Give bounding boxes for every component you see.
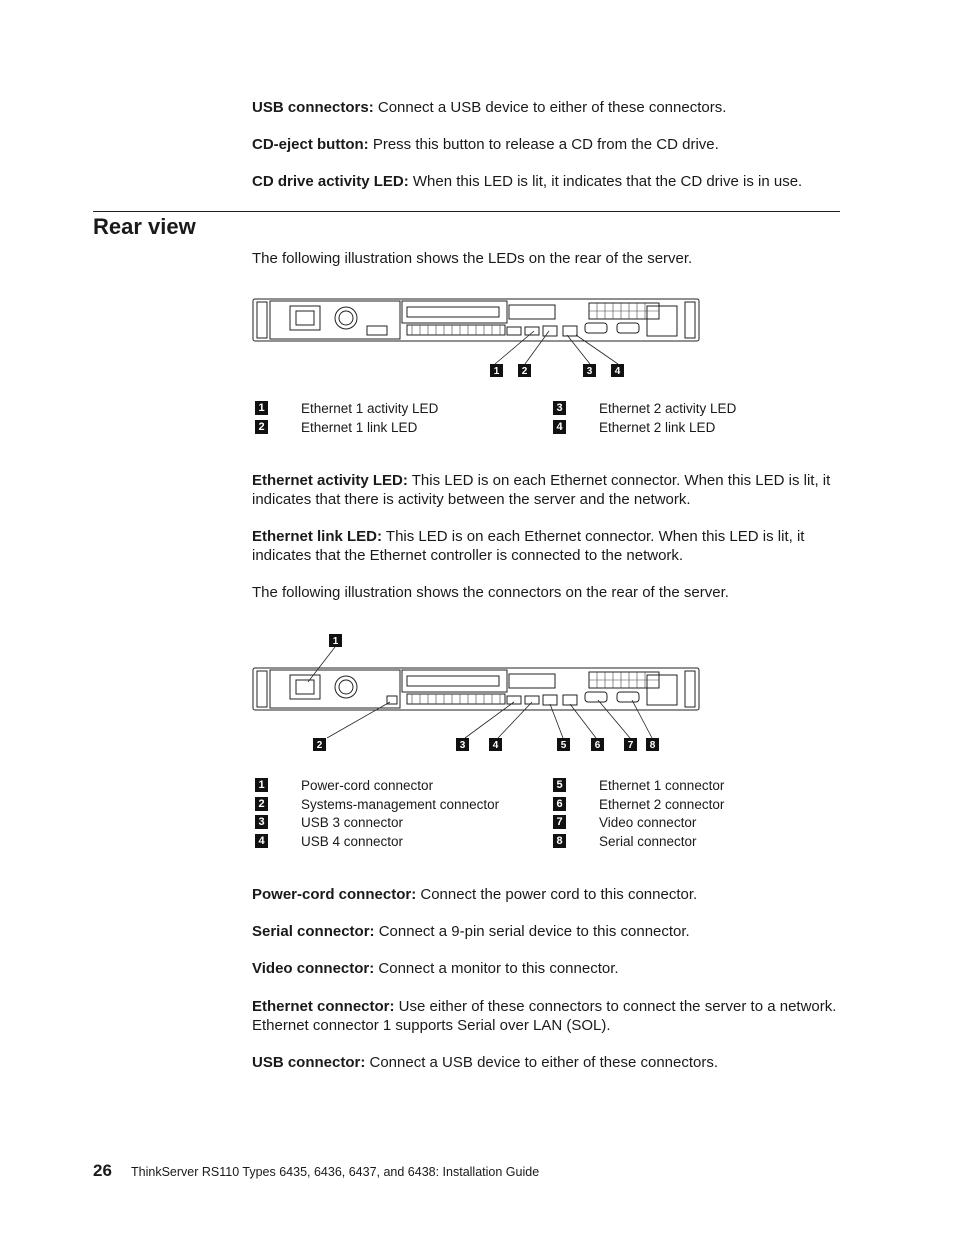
usb-connectors-paragraph bbox=[252, 98, 842, 117]
term: CD-eject button: bbox=[252, 136, 369, 153]
vent-grid-right bbox=[647, 675, 677, 705]
description: This LED is on each Ethernet connector. When this LED is lit, it indicates that the Ethernet controller is connected to the network. bbox=[252, 528, 805, 564]
callout-number: 4 bbox=[614, 366, 621, 377]
legend-label: Ethernet 2 link LED bbox=[599, 420, 716, 435]
video-port bbox=[585, 323, 607, 333]
callout-number: 1 bbox=[332, 636, 339, 647]
rack-ear-left bbox=[257, 302, 267, 338]
rack-ear-left bbox=[257, 671, 267, 707]
socket-inner bbox=[296, 680, 314, 694]
description: Connect a USB device to either of these connectors. bbox=[373, 99, 727, 116]
legend-label: USB 3 connector bbox=[301, 815, 404, 831]
cd-eject-paragraph bbox=[252, 135, 842, 154]
description: Connect a monitor to this connector. bbox=[374, 960, 619, 977]
term: Power-cord connector: bbox=[252, 886, 417, 903]
expansion-slot bbox=[402, 301, 507, 323]
description: This LED is on each Ethernet connector. When this LED is lit, it indicates that there is activity between the server and the network. bbox=[252, 472, 831, 508]
power-cord-paragraph bbox=[252, 885, 842, 904]
leader-line-2 bbox=[327, 702, 390, 738]
legend-number: 8 bbox=[553, 834, 566, 848]
term: Ethernet activity LED: bbox=[252, 472, 408, 489]
serial-port bbox=[617, 692, 639, 702]
usb-port-4 bbox=[525, 696, 539, 704]
callout-number: 6 bbox=[594, 740, 601, 751]
legend-number: 3 bbox=[553, 401, 566, 415]
term: CD drive activity LED: bbox=[252, 173, 409, 190]
ethernet-port-1 bbox=[543, 695, 557, 705]
usb-port-3 bbox=[507, 696, 521, 704]
description: When this LED is lit, it indicates that the CD drive is in use. bbox=[408, 173, 803, 190]
term: Ethernet link LED: bbox=[252, 528, 383, 545]
leader-line-6 bbox=[570, 704, 596, 738]
rear-panel-illustration bbox=[252, 632, 704, 756]
led-intro-paragraph: The following illustration shows the LEDs on the rear of the server. bbox=[252, 250, 693, 267]
callout-number: 5 bbox=[560, 740, 567, 751]
expansion-slot bbox=[402, 670, 507, 692]
fan-inner bbox=[339, 311, 353, 325]
legend-number: 3 bbox=[255, 815, 268, 829]
description: Connect the power cord to this connector. bbox=[416, 886, 698, 903]
legend-number: 1 bbox=[255, 778, 268, 792]
cd-bay bbox=[509, 674, 555, 688]
legend-label: Ethernet 1 link LED bbox=[301, 420, 418, 435]
ethernet-activity-paragraph bbox=[252, 471, 842, 509]
term: Ethernet connector: bbox=[252, 998, 395, 1015]
usb-port-b bbox=[525, 327, 539, 335]
power-cord-socket bbox=[290, 306, 320, 330]
led-legend bbox=[255, 399, 815, 439]
ethernet-port-1 bbox=[543, 326, 557, 336]
serial-port bbox=[617, 323, 639, 333]
cd-bay bbox=[509, 305, 555, 319]
leader-line-3 bbox=[567, 335, 590, 364]
legend-label: Serial connector bbox=[599, 834, 697, 850]
legend-number: 2 bbox=[255, 420, 268, 434]
rack-ear-right bbox=[685, 302, 695, 338]
leader-line-4 bbox=[498, 702, 532, 738]
ethernet-connector-paragraph bbox=[252, 997, 842, 1035]
power-cord-socket bbox=[290, 675, 320, 699]
description: Connect a 9-pin serial device to this connector. bbox=[374, 923, 690, 940]
rack-ear-right bbox=[685, 671, 695, 707]
term: USB connectors: bbox=[252, 99, 374, 116]
socket-inner bbox=[296, 311, 314, 325]
callout-number: 2 bbox=[521, 366, 528, 377]
legend-number: 2 bbox=[255, 797, 268, 811]
legend-number: 4 bbox=[255, 834, 268, 848]
legend-number: 5 bbox=[553, 778, 566, 792]
legend-number: 1 bbox=[255, 401, 268, 415]
slot-bracket bbox=[407, 307, 499, 317]
fan-grille bbox=[335, 676, 357, 698]
footer-title: ThinkServer RS110 Types 6435, 6436, 6437, and 6438: Installation Guide bbox=[131, 1165, 540, 1179]
description: Press this button to release a CD from the CD drive. bbox=[368, 136, 719, 153]
term: Video connector: bbox=[252, 960, 375, 977]
legend-number: 4 bbox=[553, 420, 566, 434]
ethernet-port-2 bbox=[563, 695, 577, 705]
legend-label: Ethernet 2 activity LED bbox=[599, 401, 737, 416]
rear-panel-led-figure bbox=[252, 298, 704, 380]
callout-number: 1 bbox=[493, 366, 500, 377]
rear-panel-connector-figure bbox=[252, 632, 704, 756]
ethernet-port-2 bbox=[563, 326, 577, 336]
leader-line-4 bbox=[576, 335, 618, 364]
rear-panel-illustration bbox=[252, 298, 704, 380]
fan-inner bbox=[339, 680, 353, 694]
usb-connector-paragraph bbox=[252, 1053, 842, 1072]
callout-number: 2 bbox=[316, 740, 323, 751]
video-paragraph bbox=[252, 959, 842, 978]
connector-intro-paragraph: The following illustration shows the connectors on the rear of the server. bbox=[252, 584, 729, 601]
vent-row bbox=[407, 325, 505, 335]
legend-label: Ethernet 2 connector bbox=[599, 796, 725, 812]
callout-number: 4 bbox=[492, 740, 499, 751]
video-port bbox=[585, 692, 607, 702]
page-number: 26 bbox=[93, 1161, 112, 1180]
serial-paragraph bbox=[252, 922, 842, 941]
description: Connect a USB device to either of these connectors. bbox=[365, 1054, 719, 1071]
vent-grid-right bbox=[647, 306, 677, 336]
legend-number: 6 bbox=[553, 797, 566, 811]
ethernet-link-paragraph bbox=[252, 527, 842, 565]
callout-number: 7 bbox=[627, 740, 634, 751]
section-title: Rear view bbox=[93, 214, 196, 239]
legend-label: Systems-management connector bbox=[301, 796, 500, 812]
vent-row bbox=[407, 694, 505, 704]
leader-line-8 bbox=[632, 700, 652, 738]
leader-line-7 bbox=[598, 700, 630, 738]
callout-number: 3 bbox=[586, 366, 593, 377]
callout-number: 3 bbox=[459, 740, 466, 751]
slot-bracket bbox=[407, 676, 499, 686]
legend-label: Ethernet 1 connector bbox=[599, 778, 725, 793]
usb-port-a bbox=[507, 327, 521, 335]
leader-line-1 bbox=[308, 647, 335, 682]
fan-grille bbox=[335, 307, 357, 329]
legend-label: USB 4 connector bbox=[301, 834, 404, 850]
cd-led-paragraph bbox=[252, 172, 842, 191]
term: Serial connector: bbox=[252, 923, 375, 940]
callout-number: 8 bbox=[649, 740, 656, 751]
legend-number: 7 bbox=[553, 815, 566, 829]
leader-line-3 bbox=[465, 702, 514, 738]
legend-label: Ethernet 1 activity LED bbox=[301, 401, 439, 416]
label-plate bbox=[367, 326, 387, 335]
description: Use either of these connectors to connect the server to a network. Ethernet connector 1 supports Serial over LAN (SOL). bbox=[252, 998, 837, 1034]
section-divider bbox=[93, 211, 840, 212]
term: USB connector: bbox=[252, 1054, 366, 1071]
leader-line-5 bbox=[550, 704, 563, 738]
legend-label: Video connector bbox=[599, 815, 697, 831]
connector-legend bbox=[255, 776, 815, 854]
legend-label: Power-cord connector bbox=[301, 778, 434, 793]
